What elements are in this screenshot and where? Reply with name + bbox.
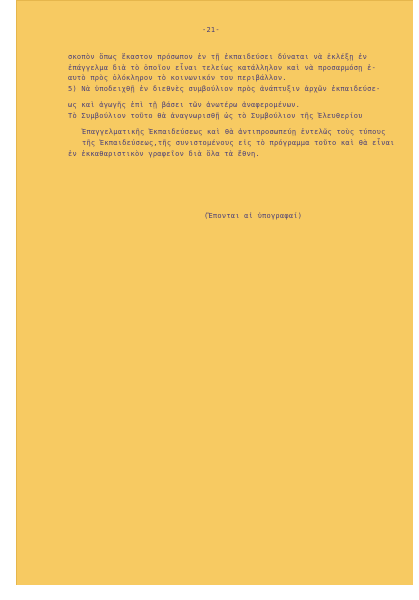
signature-note: (Ἕπονται αἱ ὑπογραφαί) [204,212,303,220]
text-line: Τὸ Συμβούλιον τοῦτο θὰ ἀναγνωρισθῇ ὡς τὸ Συμβούλιον τῆς Ἐλευθερίου [68,112,363,120]
text-line: ως καὶ ἀγωγῆς ἐπὶ τῇ βάσει τῶν ἀνωτέρω ἀναφερομένων. [68,101,301,109]
text-line: ἐν ἐκκαθαριστικὸν γραφεῖον διὰ ὅλα τὰ ἔθνη. [68,150,260,158]
text-line: αυτὸ πρὸς ὁλόκληρον τὸ κοινωνικόν του περιβάλλον. [68,74,287,82]
text-line: Ἐπαγγελματικῆς Ἐκπαιδεύσεως καὶ θὰ ἀντιπροσωπεύῃ ἐντελῶς τοὺς τύπους [82,128,386,136]
text-line: 5) Νὰ ὑποδειχθῇ ἐν διεθνὲς συμβούλιον πρὸς ἀνάπτυξιν ἀρχῶν ἐκπαιδεύσε- [68,85,381,93]
document-page [16,0,413,585]
page-number: -21- [202,26,220,34]
text-line: ἐπάγγελμα διὰ τὸ ὁποῖον εἶναι τελείως κατάλληλον καὶ νὰ προσαρμόσῃ ἑ- [68,64,377,72]
text-line: τῆς Ἐκπαιδεύσεως,τῆς συνιστομένους εἰς τὸ πρόγραμμα τοῦτο καὶ θὰ εἶναι [82,139,395,147]
text-line: σκοπὸν ὅπως ἕκαστον πρόσωπον ἐν τῇ ἐκπαιδεύσει δύναται νὰ ἐκλέξῃ ἐν [68,53,368,61]
